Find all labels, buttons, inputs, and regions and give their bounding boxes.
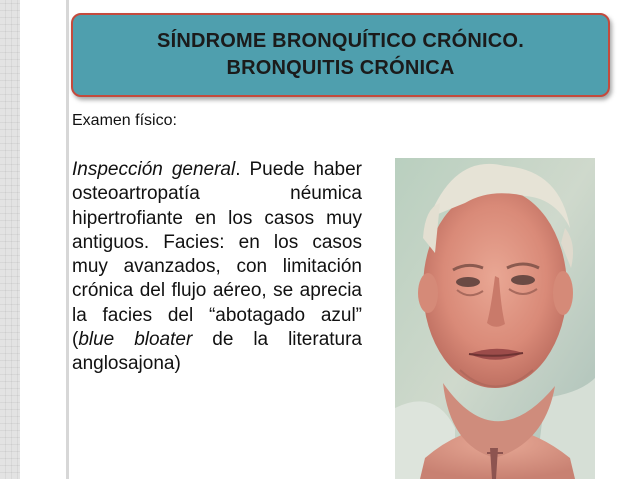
body-text-main: . Puede haber osteoartropatía néumica hipertrofiante en los casos muy antiguos. Facies: en los casos muy avanzados, con limitación crónica del flujo aéreo, se aprecia la facies del “abotagado azul” ( (72, 159, 363, 351)
section-subheading: Examen físico: (72, 112, 177, 129)
body-text-end: de la literatura anglosajona) (72, 329, 362, 375)
decorative-left-border (0, 0, 20, 479)
title-line-1: SÍNDROME BRONQUÍTICO CRÓNICO. (157, 30, 524, 52)
title-line-2: BRONQUITIS CRÓNICA (226, 57, 455, 79)
slide-title-box (71, 13, 610, 97)
emphasis-bloater: bloater (134, 329, 193, 351)
decorative-vertical-rule (66, 0, 69, 479)
body-space (114, 329, 134, 350)
body-paragraph (72, 158, 362, 377)
emphasis-inspeccion: Inspección general (72, 159, 236, 180)
emphasis-blue: blue (78, 329, 115, 351)
patient-face-photo (395, 158, 595, 479)
